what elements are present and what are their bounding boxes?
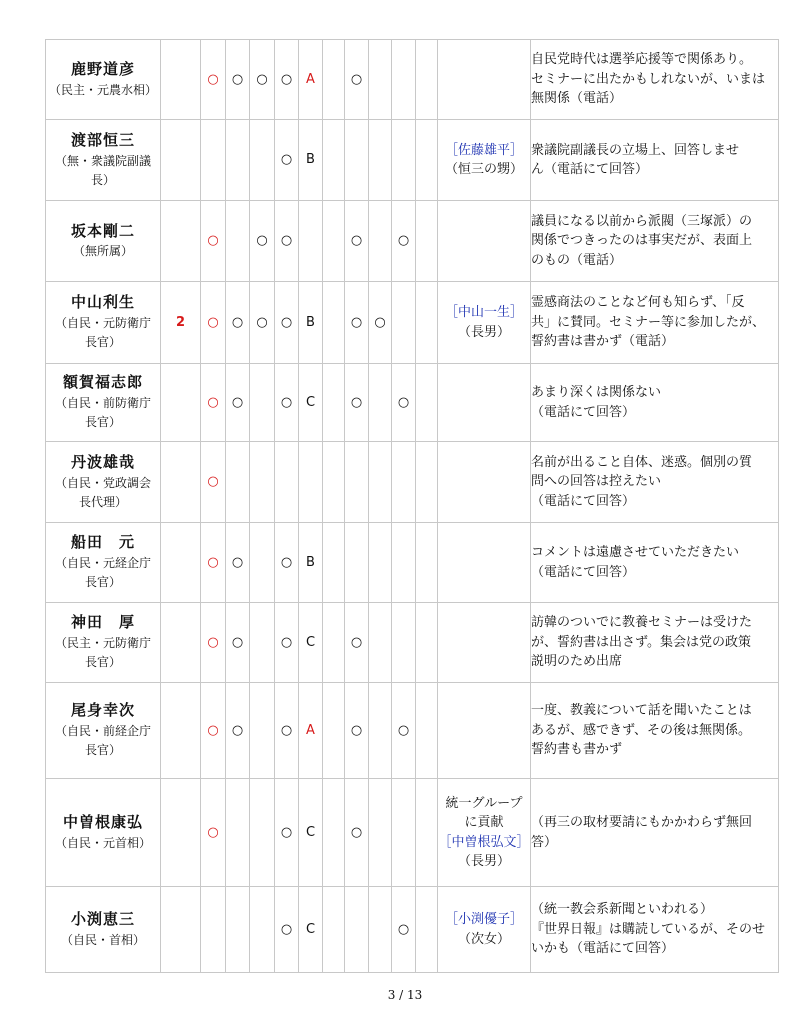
- name-cell: [46, 364, 161, 442]
- mark-cell: [369, 442, 392, 523]
- comment-line: （統一教会系新聞といわれる）: [531, 902, 714, 918]
- name-cell: [46, 120, 161, 201]
- comment-line: のもの（電話）: [531, 252, 623, 268]
- comment-line: コメントは遠慮させていただきたい: [531, 545, 740, 560]
- mark-cell: [392, 523, 416, 603]
- party-role: （自民・元首相）: [54, 835, 151, 850]
- count-cell: [161, 201, 201, 282]
- mark-cell: C: [299, 887, 323, 973]
- name-cell: [46, 201, 161, 282]
- mark-cell: [226, 442, 250, 523]
- circle-mark: ○: [226, 364, 250, 442]
- mark-cell: [392, 442, 416, 523]
- party-role: 長官）: [84, 575, 121, 590]
- name-cell: [46, 603, 161, 683]
- politician-name: 鹿野道彦: [70, 60, 135, 79]
- politician-name: 中曽根康弘: [62, 813, 143, 832]
- circle-mark: ○: [345, 40, 369, 120]
- mark-cell: C: [299, 603, 323, 683]
- mark-cell: [345, 442, 369, 523]
- politician-name: 船田 元: [70, 533, 135, 552]
- party-role: （無所属）: [72, 244, 133, 259]
- party-role: （民主・元防衛庁: [54, 636, 151, 651]
- count-cell: [161, 603, 201, 683]
- relative-name: ［中山一生］: [444, 305, 523, 320]
- circle-mark: ○: [226, 683, 250, 779]
- table-row: [46, 523, 779, 603]
- politician-name: 神田 厚: [70, 613, 135, 632]
- comment-line: 関係でつきったのは事実だが、表面上: [531, 233, 753, 249]
- circle-mark: ○: [275, 282, 299, 364]
- mark-cell: [201, 887, 226, 973]
- circle-mark: ○: [392, 683, 416, 779]
- circle-mark: ○: [226, 282, 250, 364]
- count-cell: [161, 442, 201, 523]
- mark-cell: [416, 887, 438, 973]
- mark-cell: [392, 120, 416, 201]
- mark-cell: [323, 523, 345, 603]
- comment-cell: [531, 201, 779, 282]
- relative-cell: [438, 364, 531, 442]
- party-role: 長）: [90, 172, 115, 187]
- circle-mark: ○: [392, 201, 416, 282]
- name-cell: [46, 442, 161, 523]
- circle-mark: ○: [226, 40, 250, 120]
- mark-cell: B: [299, 282, 323, 364]
- mark-cell: [323, 779, 345, 887]
- comment-line: ん（電話にて回答）: [531, 162, 649, 177]
- comment-line: 誓約書は書かず（電話）: [531, 334, 675, 350]
- count-cell: [161, 120, 201, 201]
- mark-cell: [226, 779, 250, 887]
- mark-cell: [323, 120, 345, 201]
- comment-line: （電話にて回答）: [531, 404, 636, 420]
- party-role: （自民・前防衛庁: [54, 396, 151, 411]
- comment-line: 共」に賛同。セミナー等に参加したが、: [531, 314, 766, 330]
- mark-cell: [323, 40, 345, 120]
- comment-line: 無関係（電話）: [531, 91, 623, 107]
- politician-table: [45, 39, 779, 973]
- comment-line: 自民党時代は選挙応援等で関係あり。: [531, 52, 753, 68]
- circle-mark: ○: [392, 364, 416, 442]
- relative-note: に貢献: [464, 815, 504, 830]
- mark-cell: [369, 603, 392, 683]
- politician-name: 尾身幸次: [70, 701, 135, 720]
- politician-name: 丹波雄哉: [70, 452, 135, 471]
- party-role: 長代理）: [78, 494, 127, 509]
- party-role: （民主・元農水相）: [48, 82, 157, 97]
- relative-cell: [438, 603, 531, 683]
- mark-cell: [323, 364, 345, 442]
- comment-line: 『世界日報』は購読しているが、そのせ: [531, 921, 766, 937]
- comment-line: 一度、教義について話を聞いたことは: [531, 703, 752, 719]
- mark-cell: [226, 201, 250, 282]
- circle-mark: ○: [345, 603, 369, 683]
- mark-cell: [323, 887, 345, 973]
- mark-cell: [345, 887, 369, 973]
- circle-mark: ○: [275, 779, 299, 887]
- mark-cell: [369, 683, 392, 779]
- mark-cell: [323, 282, 345, 364]
- circle-mark: ○: [226, 523, 250, 603]
- count-cell: [161, 364, 201, 442]
- comment-cell: [531, 683, 779, 779]
- mark-cell: [250, 120, 275, 201]
- mark-cell: [226, 120, 250, 201]
- comment-line: 問への回答は控えたい: [531, 474, 662, 490]
- comment-line: 名前が出ること自体、迷惑。個別の質: [531, 454, 753, 470]
- name-cell: [46, 282, 161, 364]
- mark-cell: [323, 603, 345, 683]
- relative-cell: [438, 442, 531, 523]
- circle-mark: ○: [275, 887, 299, 973]
- circle-mark: ○: [275, 120, 299, 201]
- mark-cell: [369, 523, 392, 603]
- circle-mark: ○: [250, 282, 275, 364]
- mark-cell: [250, 364, 275, 442]
- relative-cell: [438, 683, 531, 779]
- comment-line: （再三の取材要請にもかかわらず無回: [531, 815, 753, 830]
- mark-cell: [416, 40, 438, 120]
- party-role: 長官）: [84, 743, 121, 758]
- circle-mark: ○: [275, 40, 299, 120]
- count-cell: [161, 779, 201, 887]
- table-row: [46, 779, 779, 887]
- politician-name: 中山利生: [70, 293, 135, 312]
- comment-cell: [531, 40, 779, 120]
- mark-cell: [369, 779, 392, 887]
- relative-note: （恒三の甥）: [444, 162, 523, 177]
- mark-cell: [345, 120, 369, 201]
- page-number: 3 / 13: [387, 988, 423, 1002]
- comment-line: あるが、感できず、その後は無関係。: [531, 722, 751, 738]
- mark-cell: [369, 201, 392, 282]
- relative-cell: [438, 40, 531, 120]
- circle-mark: ○: [345, 282, 369, 364]
- table-row: [46, 120, 779, 201]
- table-row: [46, 40, 779, 120]
- table-row: [46, 442, 779, 523]
- table-row: [46, 683, 779, 779]
- mark-cell: [392, 603, 416, 683]
- mark-cell: [416, 442, 438, 523]
- circle-mark: ○: [201, 40, 226, 120]
- party-role: （自民・党政調会: [54, 475, 151, 490]
- count-cell: [161, 887, 201, 973]
- politician-name: 額賀福志郎: [62, 373, 143, 392]
- relative-note: 統一グループ: [445, 795, 523, 811]
- party-role: （自民・前経企庁: [54, 724, 151, 739]
- politician-name: 坂本剛二: [70, 221, 135, 240]
- mark-cell: [250, 603, 275, 683]
- count-cell: [161, 683, 201, 779]
- relative-name: ［佐藤雄平］: [444, 142, 523, 158]
- party-role: 長官）: [84, 655, 121, 670]
- mark-cell: [345, 523, 369, 603]
- comment-cell: [531, 120, 779, 201]
- comment-line: あまり深くは関係ない: [531, 385, 662, 400]
- name-cell: [46, 887, 161, 973]
- comment-line: （電話にて回答）: [531, 564, 636, 580]
- comment-line: セミナーに出たかもしれないが、いまは: [531, 71, 766, 87]
- count-cell: [161, 40, 201, 120]
- count-cell: [161, 523, 201, 603]
- circle-mark: ○: [345, 201, 369, 282]
- comment-line: 霊感商法のことなど何も知らず、「反: [531, 295, 745, 311]
- circle-mark: ○: [345, 779, 369, 887]
- mark-cell: [323, 683, 345, 779]
- mark-cell: [250, 442, 275, 523]
- comment-cell: [531, 364, 779, 442]
- table-row: [46, 282, 779, 364]
- comment-cell: [531, 887, 779, 973]
- mark-cell: [416, 364, 438, 442]
- mark-cell: [369, 364, 392, 442]
- mark-cell: [250, 523, 275, 603]
- party-role: （自民・元防衛庁: [54, 316, 151, 331]
- mark-cell: [416, 523, 438, 603]
- relative-note: （長男）: [457, 854, 510, 869]
- mark-cell: [250, 779, 275, 887]
- circle-mark: ○: [275, 683, 299, 779]
- circle-mark: ○: [345, 683, 369, 779]
- circle-mark: ○: [201, 364, 226, 442]
- party-role: 長官）: [84, 335, 121, 350]
- mark-cell: [416, 779, 438, 887]
- comment-line: 誓約書も書かず: [531, 742, 623, 758]
- mark-cell: [416, 201, 438, 282]
- comment-line: （電話にて回答）: [531, 493, 636, 509]
- mark-cell: C: [299, 364, 323, 442]
- comment-cell: [531, 603, 779, 683]
- comment-line: 説明のため出席: [531, 654, 623, 670]
- circle-mark: ○: [275, 603, 299, 683]
- comment-line: 答）: [531, 834, 558, 850]
- mark-cell: [299, 442, 323, 523]
- mark-cell: [250, 683, 275, 779]
- party-role: 長官）: [84, 415, 121, 430]
- mark-cell: [369, 887, 392, 973]
- relative-cell: [438, 887, 531, 973]
- mark-cell: [416, 120, 438, 201]
- name-cell: [46, 779, 161, 887]
- circle-mark: ○: [275, 364, 299, 442]
- comment-cell: [531, 442, 779, 523]
- relative-cell: [438, 120, 531, 201]
- circle-mark: ○: [275, 201, 299, 282]
- table-row: [46, 603, 779, 683]
- circle-mark: ○: [392, 887, 416, 973]
- party-role: （自民・首相）: [60, 932, 145, 947]
- circle-mark: ○: [201, 523, 226, 603]
- circle-mark: ○: [201, 442, 226, 523]
- relative-note: （長男）: [457, 324, 510, 340]
- relative-cell: [438, 779, 531, 887]
- mark-cell: [226, 887, 250, 973]
- mark-cell: A: [299, 40, 323, 120]
- mark-cell: [369, 40, 392, 120]
- mark-cell: [416, 683, 438, 779]
- table-row: [46, 201, 779, 282]
- comment-cell: [531, 282, 779, 364]
- circle-mark: ○: [250, 201, 275, 282]
- name-cell: [46, 683, 161, 779]
- circle-mark: ○: [369, 282, 392, 364]
- mark-cell: [275, 442, 299, 523]
- mark-cell: [369, 120, 392, 201]
- comment-line: 訪韓のついでに教養セミナーは受けた: [531, 615, 753, 631]
- mark-cell: [392, 282, 416, 364]
- mark-cell: [416, 603, 438, 683]
- party-role: （自民・元経企庁: [54, 556, 151, 571]
- table-row: [46, 364, 779, 442]
- mark-cell: [392, 779, 416, 887]
- count-cell: 2: [161, 282, 201, 364]
- relative-note: （次女）: [457, 931, 510, 947]
- circle-mark: ○: [201, 282, 226, 364]
- circle-mark: ○: [250, 40, 275, 120]
- circle-mark: ○: [201, 683, 226, 779]
- mark-cell: B: [299, 523, 323, 603]
- mark-cell: [250, 887, 275, 973]
- comment-line: 衆議院副議長の立場上、回答しませ: [531, 142, 740, 158]
- mark-cell: [201, 120, 226, 201]
- mark-cell: B: [299, 120, 323, 201]
- mark-cell: A: [299, 683, 323, 779]
- relative-cell: [438, 201, 531, 282]
- mark-cell: [299, 201, 323, 282]
- politician-name: 小渕恵三: [70, 910, 135, 929]
- party-role: （無・衆議院副議: [54, 153, 151, 168]
- relative-cell: [438, 523, 531, 603]
- mark-cell: [323, 442, 345, 523]
- politician-name: 渡部恒三: [70, 130, 135, 149]
- comment-line: が、誓約書は出さず。集会は党の政策: [531, 634, 751, 650]
- circle-mark: ○: [201, 201, 226, 282]
- name-cell: [46, 523, 161, 603]
- circle-mark: ○: [201, 603, 226, 683]
- name-cell: [46, 40, 161, 120]
- relative-name: ［中曽根弘文］: [438, 834, 530, 850]
- circle-mark: ○: [345, 364, 369, 442]
- mark-cell: [416, 282, 438, 364]
- comment-line: いかも（電話にて回答）: [531, 941, 675, 957]
- table-row: [46, 887, 779, 973]
- mark-cell: C: [299, 779, 323, 887]
- circle-mark: ○: [275, 523, 299, 603]
- circle-mark: ○: [226, 603, 250, 683]
- circle-mark: ○: [201, 779, 226, 887]
- mark-cell: [323, 201, 345, 282]
- comment-line: 議員になる以前から派閥（三塚派）の: [531, 213, 753, 229]
- comment-cell: [531, 523, 779, 603]
- comment-cell: [531, 779, 779, 887]
- mark-cell: [392, 40, 416, 120]
- relative-cell: [438, 282, 531, 364]
- relative-name: ［小渕優子］: [444, 912, 523, 927]
